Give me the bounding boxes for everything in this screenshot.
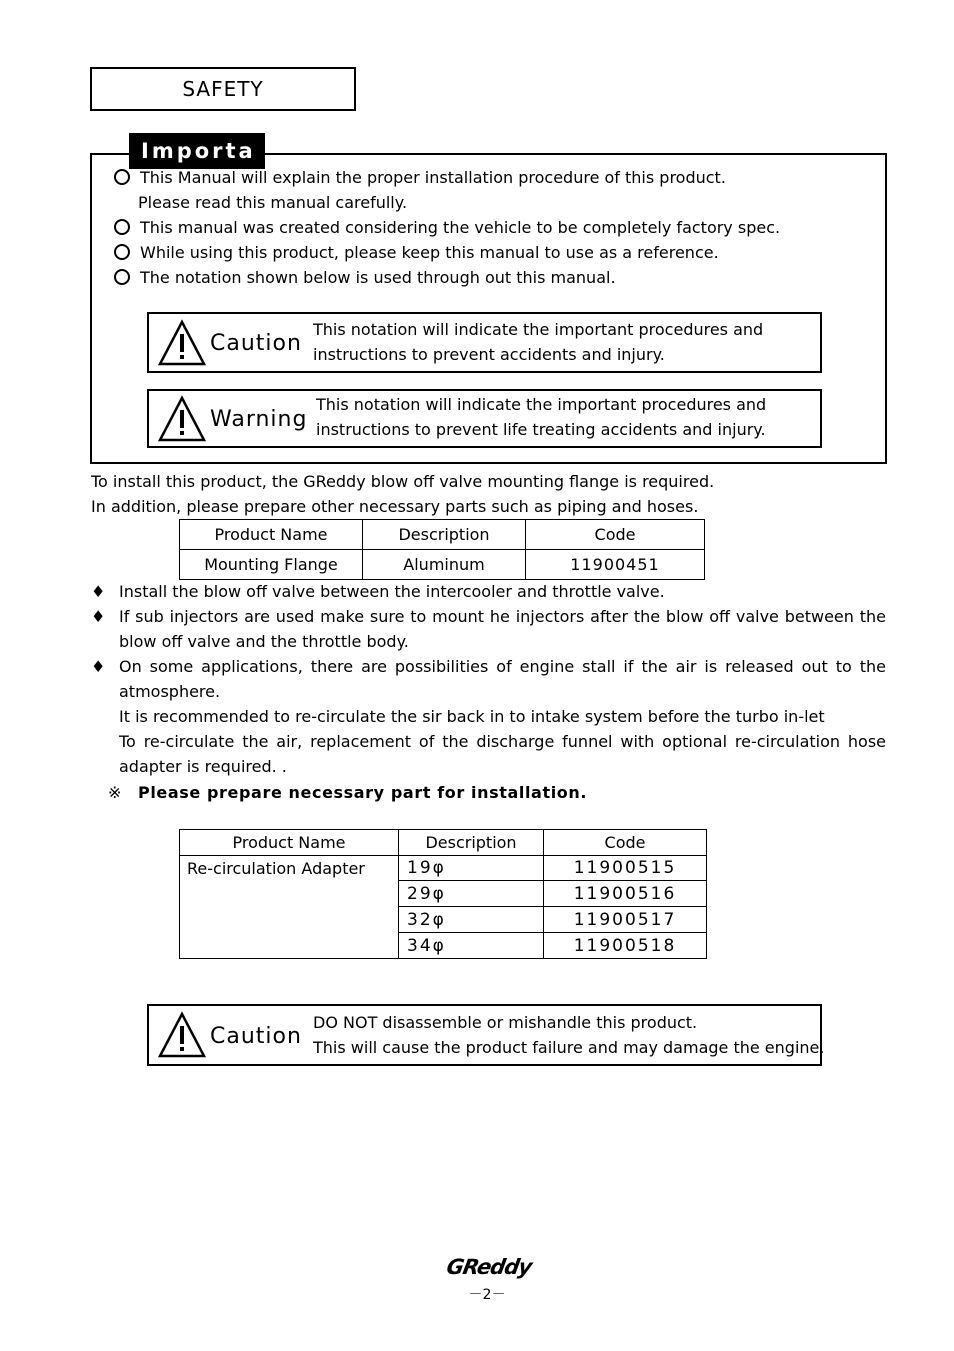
caution-notice-2 [147,1004,825,1066]
table-cell: Mounting Flange [180,550,363,580]
table-cell: 11900518 [544,933,707,959]
table-header: Code [544,830,707,856]
table-header-row [180,520,705,550]
table-header-row [180,830,707,856]
bullet-3-line-2: atmosphere. [119,682,221,701]
bullet-1: Install the blow off valve between the intercooler and throttle valve. [119,582,665,601]
table-header: Description [363,520,526,550]
table-cell: 11900517 [544,907,707,933]
table-cell: 11900451 [526,550,705,580]
important-item-1-cont: Please read this manual carefully. [138,193,408,212]
caution-desc-line2: instructions to prevent accidents and injury. [313,345,665,364]
important-item-4: The notation shown below is used through out this manual. [114,265,616,290]
section-title: SAFETY [182,77,264,101]
caution-desc-line2: This will cause the product failure and may damage the engine. [313,1038,825,1057]
important-item-1: This Manual will explain the proper installation procedure of this product. [114,165,726,190]
section-title-box [90,67,356,111]
table-cell: Re-circulation Adapter [180,856,399,959]
table-row [180,550,705,580]
warning-label: Warning [210,407,308,432]
caution-desc-line1: This notation will indicate the important procedures and [313,320,764,339]
warning-triangle-icon [157,395,207,443]
table-cell: 11900515 [544,856,707,881]
bullet-3-line-4: To re-circulate the air, replacement of the discharge funnel with optional re-circulation hose [119,732,886,751]
diamond-bullet-icon: ♦ [91,657,106,676]
table-header: Code [526,520,705,550]
recirculation-adapter-table [179,829,707,959]
diamond-bullet-icon: ♦ [91,607,106,626]
diamond-bullet-icon: ♦ [91,582,106,601]
intro-line-1: To install this product, the GReddy blow off valve mounting flange is required. [91,472,715,491]
intro-line-2: In addition, please prepare other necessary parts such as piping and hoses. [91,497,699,516]
page-number: －2－ [468,1287,506,1303]
table-cell: 19φ [399,856,544,881]
table-cell: Aluminum [363,550,526,580]
table-header: Product Name [180,830,399,856]
important-item-2: This manual was created considering the vehicle to be completely factory spec. [114,215,780,240]
bullet-2-line-1: If sub injectors are used make sure to mount he injectors after the blow off valve between the [119,607,886,626]
warning-desc-line2: instructions to prevent life treating accidents and injury. [316,420,766,439]
warning-triangle-icon [157,1011,207,1059]
bullet-3-line-3: It is recommended to re-circulate the sir back in to intake system before the turbo in-let [119,707,825,726]
bullet-3-line-1: On some applications, there are possibilities of engine stall if the air is released out to the [119,657,886,676]
mounting-flange-table [179,519,705,580]
warning-notice [147,389,822,448]
circle-bullet-icon [114,169,130,185]
note-mark: ※ [108,783,122,802]
table-cell: 11900516 [544,881,707,907]
warning-triangle-icon [157,319,207,367]
caution-label: Caution [210,1024,302,1049]
greddy-logo: GReddy [444,1255,534,1279]
important-item-3: While using this product, please keep this manual to use as a reference. [114,240,719,265]
important-tab-label: Importa [141,139,256,163]
table-cell: 29φ [399,881,544,907]
circle-bullet-icon [114,219,130,235]
table-row [180,856,707,881]
table-cell: 32φ [399,907,544,933]
caution-label: Caution [210,331,302,356]
circle-bullet-icon [114,244,130,260]
table-header: Description [399,830,544,856]
warning-desc-line1: This notation will indicate the important procedures and [316,395,767,414]
bullet-3-line-5: adapter is required. . [119,757,287,776]
table-header: Product Name [180,520,363,550]
caution-notice [147,312,822,373]
circle-bullet-icon [114,269,130,285]
note-text: Please prepare necessary part for installation. [138,783,588,802]
important-tab [129,133,265,169]
bullet-2-line-2: blow off valve and the throttle body. [119,632,409,651]
table-cell: 34φ [399,933,544,959]
caution-desc-line1: DO NOT disassemble or mishandle this product. [313,1013,698,1032]
